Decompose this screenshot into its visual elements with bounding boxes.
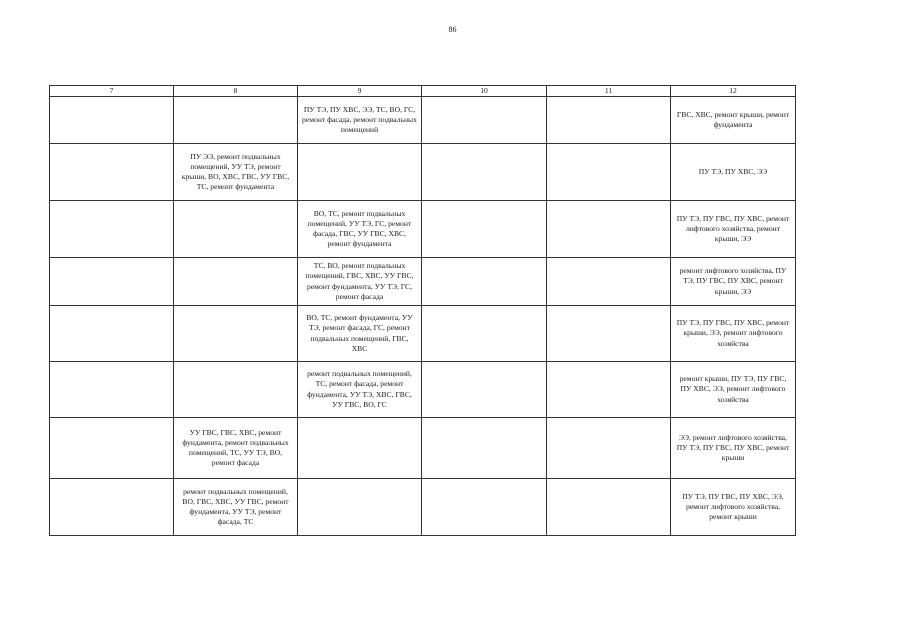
table-cell [422,306,547,362]
table-cell [174,97,298,144]
column-header-12: 12 [671,86,796,97]
table-cell [50,418,174,479]
column-header-7: 7 [50,86,174,97]
table-cell [50,144,174,201]
table-cell [174,306,298,362]
table-cell: ВО, ТС, ремонт подвальных помещений, УУ ТЭ, ГС, ремонт фасада, ГВС, УУ ГВС, ХВС, ремонт фундамента [298,201,422,258]
table-header-row [50,86,796,97]
table-row [50,479,796,536]
table-cell [298,479,422,536]
table-cell [50,479,174,536]
table-cell: ГВС, ХВС, ремонт крыши, ремонт фундамента [671,97,796,144]
table-cell [547,418,671,479]
table-cell: ВО, ТС, ремонт фундамента, УУ ТЭ, ремонт фасада, ГС, ремонт подвальных помещений, ГВС, ХВС [298,306,422,362]
table-cell [422,362,547,418]
table-cell [422,144,547,201]
table-cell: ремонт крыши, ПУ ТЭ, ПУ ГВС, ПУ ХВС, ЭЭ, ремонт лифтового хозяйства [671,362,796,418]
table-cell: ПУ ТЭ, ПУ ГВС, ПУ ХВС, ремонт крыши, ЭЭ, ремонт лифтового хозяйства [671,306,796,362]
table-cell: ПУ ТЭ, ПУ ХВС, ЭЭ [671,144,796,201]
column-header-9: 9 [298,86,422,97]
column-header-10: 10 [422,86,547,97]
table-cell [50,306,174,362]
table-cell [174,362,298,418]
table-cell: ПУ ЭЭ, ремонт подвальных помещений, УУ ТЭ, ремонт крыши, ВО, ХВС, ГВС, УУ ГВС, ТС, ремонт фундамента [174,144,298,201]
table-cell [547,144,671,201]
table-cell [422,201,547,258]
page-number: 86 [448,25,457,34]
table-cell [422,418,547,479]
table-cell: ЭЭ, ремонт лифтового хозяйства, ПУ ТЭ, ПУ ГВС, ПУ ХВС, ремонт крыши [671,418,796,479]
table-row [50,97,796,144]
table-cell: ТС, ВО, ремонт подвальных помещений, ГВС, ХВС, УУ ГВС, ремонт фундамента, УУ ТЭ, ГС, ремонт фасада [298,258,422,306]
table-cell [547,306,671,362]
table-cell [50,258,174,306]
table-cell [50,201,174,258]
table-cell: ПУ ТЭ, ПУ ГВС, ПУ ХВС, ремонт лифтового хозяйства, ремонт крыши, ЭЭ [671,201,796,258]
table-cell [422,97,547,144]
table-cell [547,479,671,536]
table-cell: ремонт лифтового хозяйства, ПУ ТЭ, ПУ ГВС, ПУ ХВС, ремонт крыши, ЭЭ [671,258,796,306]
works-table [49,85,796,536]
table-cell [547,258,671,306]
table-cell [547,362,671,418]
table-cell [298,144,422,201]
table-cell [298,418,422,479]
table-cell [50,362,174,418]
table-row [50,258,796,306]
table-row [50,418,796,479]
table-cell [50,97,174,144]
column-header-8: 8 [174,86,298,97]
table-cell: УУ ГВС, ГВС, ХВС, ремонт фундамента, ремонт подвальных помещений, ТС, УУ ТЭ, ВО, ремонт фасада [174,418,298,479]
table-row [50,362,796,418]
table-row [50,201,796,258]
table-cell [547,201,671,258]
table-cell [174,258,298,306]
table-row [50,306,796,362]
column-header-11: 11 [547,86,671,97]
table-cell: ПУ ТЭ, ПУ ГВС, ПУ ХВС, ЭЭ, ремонт лифтового хозяйства, ремонт крыши [671,479,796,536]
table-row [50,144,796,201]
table-cell [422,258,547,306]
table-cell: ремонт подвальных помещений, ТС, ремонт фасада, ремонт фундамента, УУ ТЭ, ХВС, ГВС, УУ ГВС, ВО, ГС [298,362,422,418]
table-cell: ремонт подвальных помещений, ВО, ГВС, ХВС, УУ ГВС, ремонт фундамента, УУ ТЭ, ремонт фасада, ТС [174,479,298,536]
table-cell [547,97,671,144]
table-cell [174,201,298,258]
table-cell: ПУ ТЭ, ПУ ХВС, ЭЭ, ТС, ВО, ГС, ремонт фасада, ремонт подвальных помещений [298,97,422,144]
table-cell [422,479,547,536]
